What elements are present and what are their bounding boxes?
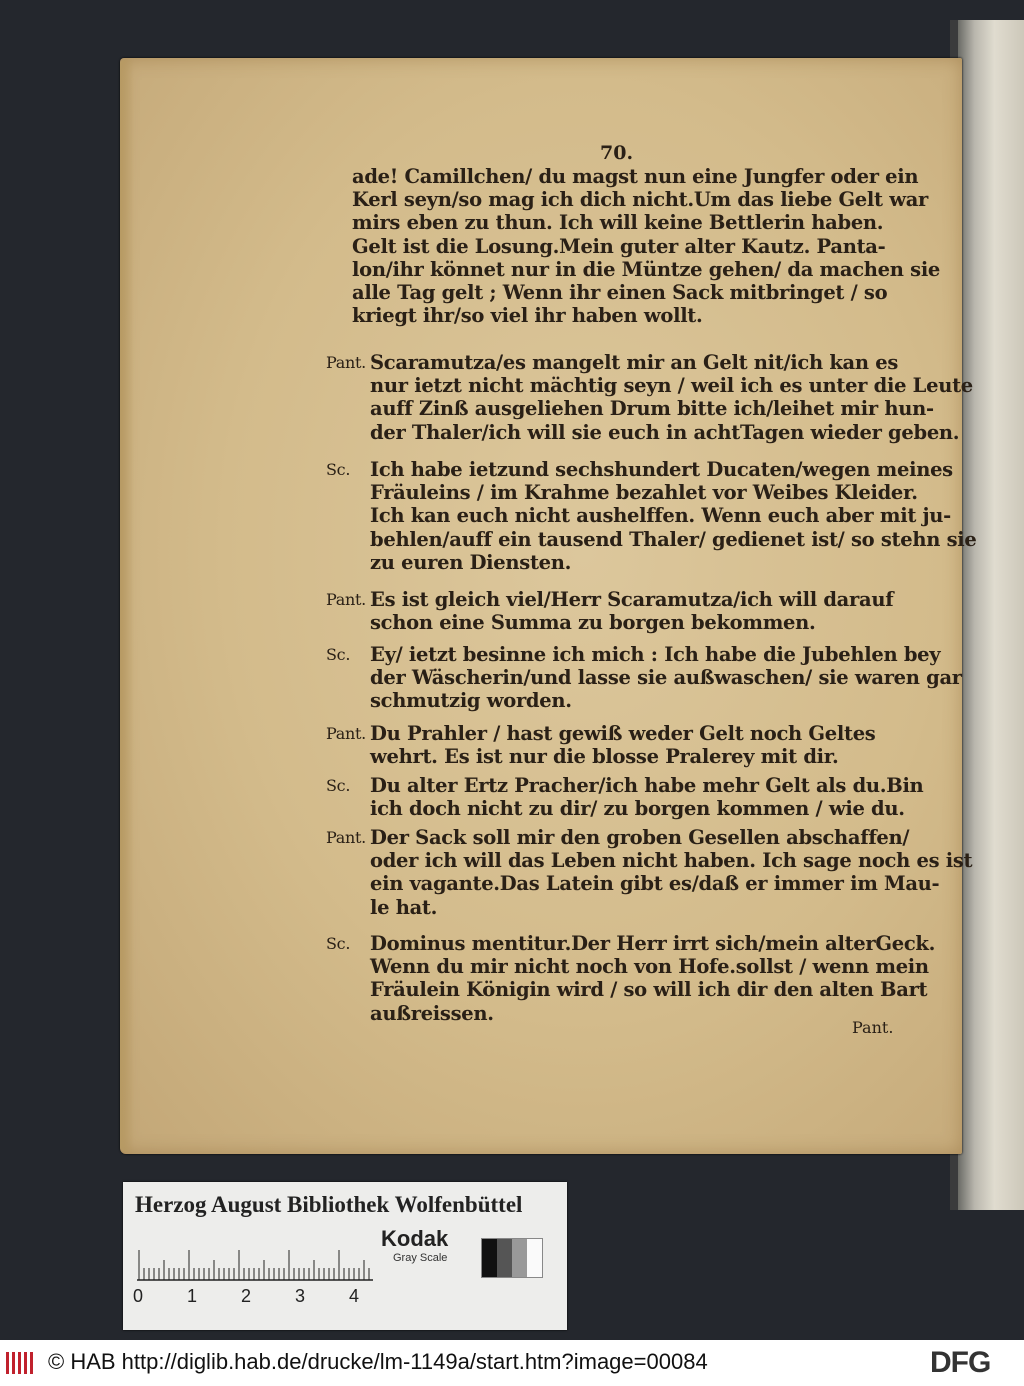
text-line: Kerl seyn/so mag ich dich nicht.Um das liebe Gelt war bbox=[352, 188, 929, 212]
speech-scaramutza-4 bbox=[326, 932, 936, 1025]
kodak-logo-text: Kodak bbox=[381, 1226, 449, 1251]
text-line: nur ietzt nicht mächtig seyn / weil ich es unter die Leute bbox=[370, 374, 973, 398]
text-line: lon/ihr könnet nur in die Müntze gehen/ da machen sie bbox=[352, 257, 941, 281]
text-line: außreissen. bbox=[370, 1001, 494, 1025]
speaker-label: Sc. bbox=[326, 776, 351, 795]
speech-pantalon-1 bbox=[326, 351, 973, 444]
speech-pantalon-2 bbox=[326, 588, 912, 634]
library-name: Herzog August Bibliothek Wolfenbüttel bbox=[135, 1192, 523, 1217]
text-line: Es ist gleich viel/Herr Scaramutza/ich will darauf bbox=[370, 588, 894, 611]
speaker-label: Sc. bbox=[326, 934, 351, 953]
text-line: ich doch nicht zu dir/ zu borgen kommen / wie du. bbox=[370, 797, 905, 821]
ruler-number: 3 bbox=[295, 1286, 306, 1306]
ruler-number: 2 bbox=[241, 1286, 252, 1306]
speaker-label: Pant. bbox=[326, 353, 366, 372]
text-line: kriegt ihr/so viel ihr haben wollt. bbox=[352, 304, 703, 328]
text-line: Der Sack soll mir den groben Gesellen abschaffen/ bbox=[370, 826, 910, 849]
catchword: Pant. bbox=[852, 1018, 894, 1037]
ruler-number: 4 bbox=[349, 1286, 360, 1306]
text-line: wehrt. Es ist nur die blosse Pralerey mit dir. bbox=[370, 745, 839, 769]
text-line: ade! Camillchen/ du magst nun eine Jungfer oder ein bbox=[352, 165, 919, 188]
text-line: Du Prahler / hast gewiß weder Gelt noch Geltes bbox=[370, 722, 876, 745]
text-line: der Thaler/ich will sie euch in achtTagen wieder geben. bbox=[370, 420, 960, 444]
text-line: auff Zinß ausgeliehen Drum bitte ich/leihet mir hun- bbox=[370, 397, 934, 421]
page-number: 70. bbox=[600, 142, 634, 164]
text-line: alle Tag gelt ; Wenn ihr einen Sack mitbringet / so bbox=[352, 281, 888, 305]
speaker-label: Sc. bbox=[326, 645, 351, 664]
speaker-label: Pant. bbox=[326, 828, 366, 847]
speech-scaramutza-3 bbox=[326, 774, 924, 821]
speech-scaramutza-1 bbox=[326, 458, 977, 574]
text-line: Ey/ ietzt besinne ich mich : Ich habe die Jubehlen bey bbox=[370, 643, 941, 666]
text-line: Ich kan euch nicht aushelffen. Wenn euch aber mit ju- bbox=[370, 504, 951, 528]
ruler-number: 1 bbox=[187, 1286, 198, 1306]
swatch-black bbox=[482, 1239, 497, 1277]
text-line: mirs eben zu thun. Ich will keine Bettlerin haben. bbox=[352, 211, 884, 235]
ruler-number: 0 bbox=[133, 1286, 144, 1306]
text-line: Wenn du mir nicht noch von Hofe.sollst / wenn mein bbox=[370, 955, 929, 979]
text-line: Du alter Ertz Pracher/ich habe mehr Gelt als du.Bin bbox=[370, 774, 924, 797]
gray-swatches bbox=[481, 1238, 543, 1278]
text-line: Gelt ist die Losung.Mein guter alter Kautz. Panta- bbox=[352, 234, 886, 258]
text-line: oder ich will das Leben nicht haben. Ich sage noch es ist bbox=[370, 849, 973, 873]
copyright-url: © HAB http://diglib.hab.de/drucke/lm-1149a/start.htm?image=00084 bbox=[48, 1349, 708, 1374]
opening-paragraph bbox=[352, 165, 941, 328]
text-line: schmutzig worden. bbox=[370, 689, 572, 713]
text-line: Ich habe ietzund sechshundert Ducaten/wegen meines bbox=[370, 458, 953, 481]
ruler-scale bbox=[137, 1242, 373, 1282]
speech-pantalon-4 bbox=[326, 826, 973, 919]
swatch-white bbox=[527, 1239, 542, 1277]
text-line: Fräulein Königin wird / so will ich dir den alten Bart bbox=[370, 978, 928, 1002]
text-line: behlen/auff ein tausend Thaler/ gedienet ist/ so stehn sie bbox=[370, 527, 977, 551]
dfg-logo: DFG bbox=[930, 1346, 991, 1379]
text-line: der Wäscherin/und lasse sie außwaschen/ sie waren gar bbox=[370, 666, 962, 690]
text-line: Fräuleins / im Krahme bezahlet vor Weibes Kleider. bbox=[370, 481, 918, 505]
page-binding-edge bbox=[120, 60, 134, 1152]
text-line: le hat. bbox=[370, 895, 438, 919]
swatch-dark-gray bbox=[497, 1239, 512, 1277]
text-line: zu euren Diensten. bbox=[370, 550, 572, 574]
gray-scale-label: Gray Scale bbox=[393, 1252, 448, 1264]
text-line: Scaramutza/es mangelt mir an Gelt nit/ich kan es bbox=[370, 351, 899, 374]
speaker-label: Sc. bbox=[326, 460, 351, 479]
text-line: schon eine Summa zu borgen bekommen. bbox=[370, 611, 816, 635]
next-page-edge bbox=[958, 20, 1024, 1210]
color-reference-card bbox=[123, 1182, 567, 1330]
text-line: ein vagante.Das Latein gibt es/daß er immer im Mau- bbox=[370, 872, 940, 896]
hab-logo-icon bbox=[6, 1348, 36, 1378]
text-line: Dominus mentitur.Der Herr irrt sich/mein alterGeck. bbox=[370, 932, 936, 955]
speech-scaramutza-2 bbox=[326, 643, 962, 713]
speaker-label: Pant. bbox=[326, 724, 366, 743]
footer-bar bbox=[0, 1340, 1024, 1386]
swatch-gray bbox=[512, 1239, 527, 1277]
speaker-label: Pant. bbox=[326, 590, 366, 609]
speech-pantalon-3 bbox=[326, 722, 912, 768]
